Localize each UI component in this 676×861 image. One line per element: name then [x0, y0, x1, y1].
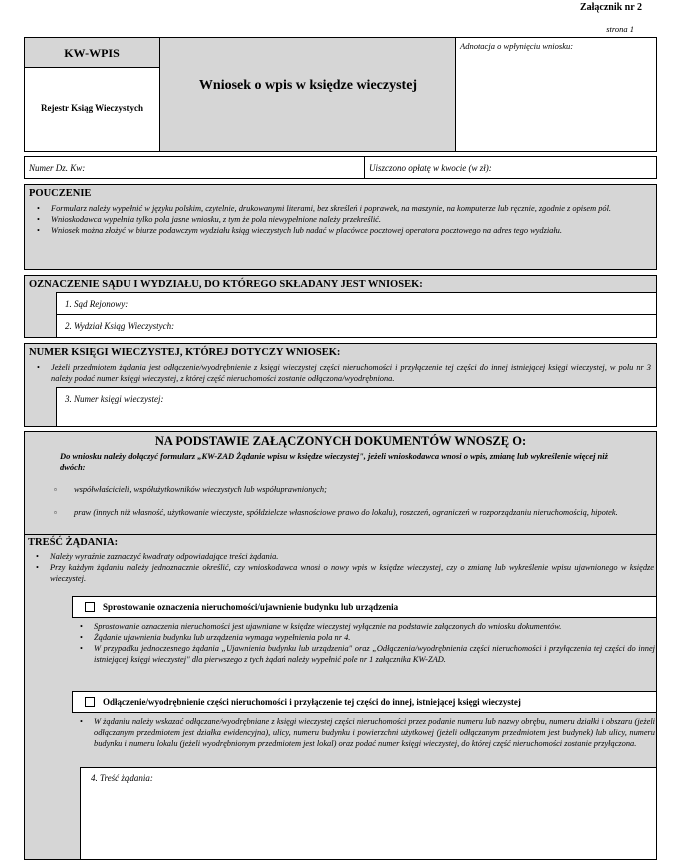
basis-note: Do wniosku należy dołączyć formularz „KW-ZAD Żądanie wpisu w księdze wieczystej", jeżeli wnioskodawca wnosi o wpis, zmianę lub wykreślenie więcej niż dwóch: [60, 451, 608, 472]
land-registry-department-label: 2. Wydział Ksiąg Wieczystych: [65, 321, 175, 331]
form-code: KW-WPIS [64, 46, 120, 60]
annotation-box[interactable] [455, 38, 656, 151]
registry-cell [25, 68, 160, 151]
annotation-label: Adnotacja o wpłynięciu wniosku: [460, 41, 574, 51]
separation-notes [72, 716, 655, 749]
list-item: • Wnioskodawca wypełnia tylko pola jasne wniosku, z tym że pola niewypełnione należy przekreślić. [37, 215, 381, 224]
district-court-label: 1. Sąd Rejonowy: [65, 299, 129, 309]
form-title: Wniosek o wpis w księdze wieczystej [198, 78, 418, 93]
book-number-note [29, 362, 651, 384]
section-divider [24, 534, 657, 535]
separation-label: Odłączenie/wyodrębnienie części nieruchomości i przyłączenie tej części do innej, istniejącej księgi wieczystej [103, 697, 521, 707]
page-number: strona 1 [606, 24, 634, 34]
request-content-label: 4. Treść żądania: [91, 773, 153, 783]
request-content-field[interactable] [80, 767, 657, 860]
separation-checkbox[interactable] [85, 697, 95, 707]
land-registry-department-field[interactable] [56, 314, 657, 338]
option-building-row[interactable] [72, 596, 657, 618]
journal-number-field[interactable] [24, 156, 365, 179]
registry-name: Rejestr Ksiąg Wieczystych [41, 103, 143, 113]
district-court-field[interactable] [56, 292, 657, 315]
instructions-section [24, 184, 657, 270]
book-number-label: 3. Numer księgi wieczystej: [65, 394, 164, 404]
list-item: • W żądaniu należy wskazać odłączane/wyodrębniane z księgi wieczystej części nieruchomości przez podanie numeru lub nazwy obrębu, numeru działki i obszaru (jeżeli odłączanym przedmiotem jest działka ewidencyjna), ulicy, numeru budynku i powierzchni użytkowej (jeżeli odłączanym przedmiotem jest budynek) lub ulicy, numeru budynku i numeru lokalu (jeżeli wyodrębnionym przedmiotem jest lokal) oraz podać numer księgi wieczystej, do której część nieruchomości zostanie przyłączona. [80, 717, 655, 748]
journal-number-label: Numer Dz. Kw: [29, 163, 86, 173]
form-code-cell [25, 38, 160, 68]
instructions-list [29, 203, 651, 236]
list-item: • W przypadku jednoczesnego żądania „Ujawnienia budynku lub urządzenia" oraz „Odłączenia/wyodrębnienia części nieruchomości i przyłączenia tej części do innej istniejącej księgi wieczystej" dla pierwszego z tych żądań należy wypełnić pole nr 1 załącznika KW-ZAD. [80, 644, 655, 664]
request-title: TREŚĆ ŻĄDANIA: [28, 537, 119, 548]
list-item: • Przy każdym żądaniu należy jednoznacznie określić, czy wnioskodawca wnosi o nowy wpis w księdze wieczystej, czy o zmianę lub wykreślenie wpisu ujawnionego w księdze wieczystej. [36, 563, 654, 583]
request-instructions [28, 551, 654, 584]
instructions-title: POUCZENIE [29, 188, 92, 199]
court-title: OZNACZENIE SĄDU I WYDZIAŁU, DO KTÓREGO SKŁADANY JEST WNIOSEK: [29, 279, 423, 290]
fee-label: Uiszczono opłatę w kwocie (w zł): [369, 163, 492, 173]
book-number-title: NUMER KSIĘGI WIECZYSTEJ, KTÓREJ DOTYCZY WNIOSEK: [29, 347, 341, 358]
building-disclosure-label: Sprostowanie oznaczenia nieruchomości/ujawnienie budynku lub urządzenia [103, 602, 399, 612]
list-item: • Należy wyraźnie zaznaczyć kwadraty odpowiadające treści żądania. [36, 552, 279, 561]
list-item: • Formularz należy wypełnić w języku polskim, czytelnie, drukowanymi literami, bez skreśleń i poprawek, na maszynie, na komputerze lub ręcznie, zgodnie z opisem pól. [37, 204, 612, 213]
fee-field[interactable] [364, 156, 657, 179]
list-item: • Jeżeli przedmiotem żądania jest odłączenie/wyodrębnienie z księgi wieczystej części nieruchomości i przyłączenie tej części do innej istniejącej księgi wieczystej, w polu nr 3 należy podać numer księgi wieczystej, z której część nieruchomości zostanie odłączona/wyodrębniona. [37, 363, 651, 383]
basis-title: NA PODSTAWIE ZAŁĄCZONYCH DOKUMENTÓW WNOSZĘ O: [154, 434, 527, 448]
list-item: • Sprostowanie oznaczenia nieruchomości jest ujawniane w księdze wieczystej wyłącznie na podstawie załączonych do wniosku dokumentów. [80, 622, 562, 631]
building-disclosure-checkbox[interactable] [85, 602, 95, 612]
book-number-field[interactable] [56, 387, 657, 427]
building-disclosure-notes [72, 621, 655, 665]
attachment-label: Załącznik nr 2 [579, 2, 642, 13]
list-item: • Wniosek można złożyć w biurze podawczym wydziału ksiąg wieczystych lub nadać w placówce pocztowej operatora pocztowego na adres tego wydziału. [37, 226, 562, 235]
list-item: • Żądanie ujawnienia budynku lub urządzenia wymaga wypełnienia pola nr 4. [80, 633, 351, 642]
option-separation-row[interactable] [72, 691, 657, 713]
